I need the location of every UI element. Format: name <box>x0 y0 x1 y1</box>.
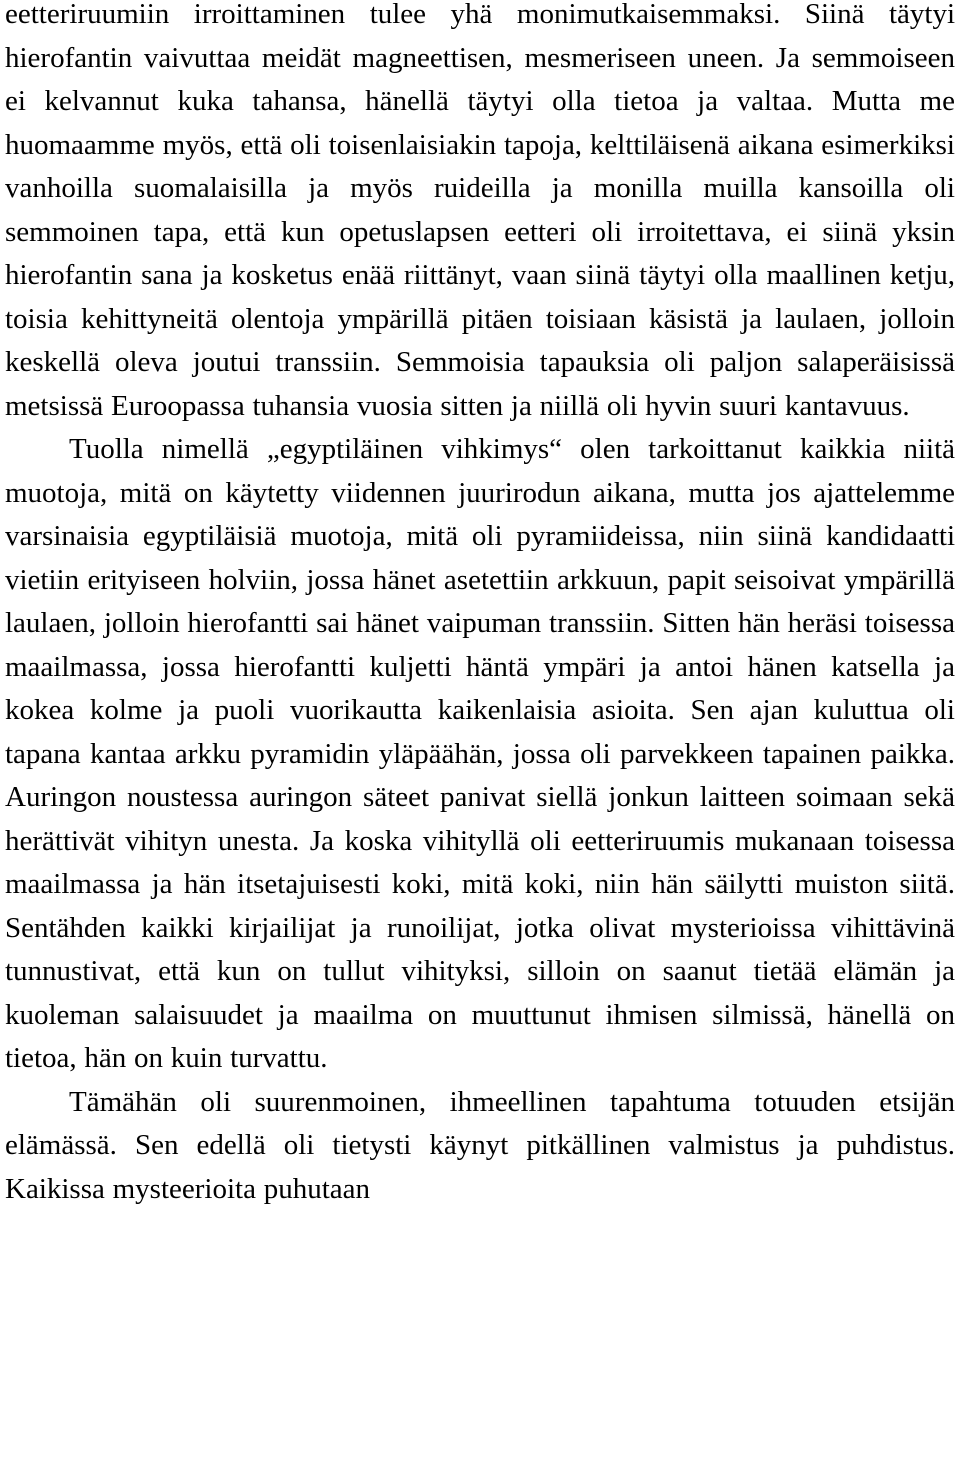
paragraph-1: eetteriruumiin irroittaminen tulee yhä monimutkaisemmaksi. Siinä täytyi hierofantin vaivuttaa meidät magneettisen, mesmeriseen uneen. Ja semmoiseen ei kelvannut kuka tahansa, hänellä täytyi olla tietoa ja valtaa. Mutta me huomaamme myös, että oli toisenlaisiakin tapoja, kelttiläisenä aikana esimerkiksi vanhoilla suomalaisilla ja myös ruideilla ja monilla muilla kansoilla oli semmoinen tapa, että kun opetuslapsen eetteri oli irroitettava, ei siinä yksin hierofantin sana ja kosketus enää riittänyt, vaan siinä täytyi olla maallinen ketju, toisia kehittyneitä olentoja ympärillä pitäen toisiaan käsistä ja laulaen, jolloin keskellä oleva joutui transsiin. Semmoisia tapauksia oli paljon salaperäisissä metsissä Euroopassa tuhansia vuosia sitten ja niillä oli hyvin suuri kantavuus. <box>5 0 955 422</box>
document-page <box>5 0 955 1211</box>
paragraph-2: Tuolla nimellä „egyptiläinen vihkimys“ olen tarkoittanut kaikkia niitä muotoja, mitä on käytetty viidennen juurirodun aikana, mutta jos ajattelemme varsinaisia egyptiläisiä muotoja, mitä oli pyramiideissa, niin siinä kandidaatti vietiin erityiseen holviin, jossa hänet asetettiin arkkuun, papit seisoivat ympärillä laulaen, jolloin hierofantti sai hänet vaipuman transsiin. Sitten hän heräsi toisessa maailmassa, jossa hierofantti kuljetti häntä ympäri ja antoi hänen katsella ja kokea kolme ja puoli vuorikautta kaikenlaisia asioita. Sen ajan kuluttua oli tapana kantaa arkku pyramidin yläpäähän, jossa oli parvekkeen tapainen paikka. Auringon noustessa auringon säteet panivat siellä jonkun laitteen soimaan sekä herättivät vihityn unesta. Ja koska vihityllä oli eetteriruumis mukanaan toisessa maailmassa ja hän itsetajuisesti koki, mitä koki, niin hän säilytti muiston siitä. Sentähden kaikki kirjailijat ja runoilijat, jotka olivat mysterioissa vihittävinä tunnustivat, että kun on tullut vihityksi, silloin on saanut tietää elämän ja kuoleman salaisuudet ja maailma on muuttunut ihmisen silmissä, hänellä on tietoa, hän on kuin turvattu. <box>5 433 955 1074</box>
paragraph-3: Tämähän oli suurenmoinen, ihmeellinen tapahtuma totuuden etsijän elämässä. Sen edellä oli tietysti käynyt pitkällinen valmistus ja puhdistus. Kaikissa mysteerioita puhutaan <box>5 1085 955 1205</box>
